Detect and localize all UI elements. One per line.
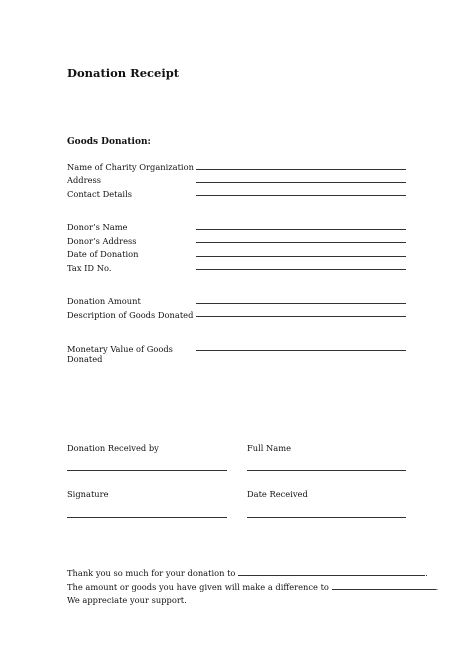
footer-line1-text: Thank you so much for your donation to [67,568,239,578]
charity-name-blank[interactable] [238,567,425,576]
charity-name-label: Name of Charity Organization [67,162,194,172]
received-by-field[interactable] [67,470,227,471]
received-by-label: Donation Received by [67,443,159,453]
donor-address-label: Donor’s Address [67,236,137,246]
full-name-label: Full Name [247,443,292,453]
monetary-value-field[interactable] [196,350,406,351]
date-received-field[interactable] [247,517,406,518]
signature-field[interactable] [67,517,227,518]
charity-contact-field[interactable] [196,195,406,196]
charity-contact-label: Contact Details [67,189,132,199]
tax-id-field[interactable] [196,269,406,270]
footer-line1-period: . [425,568,428,578]
date-received-label: Date Received [247,489,308,499]
charity-name-field[interactable] [196,169,406,170]
monetary-value-label-line2: Donated [67,354,103,364]
goods-description-label: Description of Goods Donated [67,310,194,320]
donation-date-label: Date of Donation [67,249,139,259]
donor-name-field[interactable] [196,229,406,230]
full-name-field[interactable] [247,470,406,471]
signature-label: Signature [67,489,109,499]
charity-address-label: Address [67,175,102,185]
footer-line2-period: . [435,582,439,592]
charity-address-field[interactable] [196,182,406,183]
goods-description-field[interactable] [196,316,406,317]
footer-line2-text: The amount or goods you have given will make a difference to [67,582,332,592]
footer-difference-line [67,581,438,592]
donation-amount-label: Donation Amount [67,296,141,306]
monetary-value-label [67,344,173,364]
footer-appreciation-line: We appreciate your support. [67,595,187,605]
donation-amount-field[interactable] [196,303,406,304]
donor-address-field[interactable] [196,242,406,243]
monetary-value-label-line1: Monetary Value of Goods [67,344,173,354]
footer-thank-you-line [67,567,428,578]
donor-name-label: Donor’s Name [67,222,128,232]
donation-date-field[interactable] [196,256,406,257]
page-title: Donation Receipt [67,66,180,80]
tax-id-label: Tax ID No. [67,263,112,273]
section-heading-goods-donation: Goods Donation: [67,137,151,147]
beneficiary-blank[interactable] [332,581,436,590]
